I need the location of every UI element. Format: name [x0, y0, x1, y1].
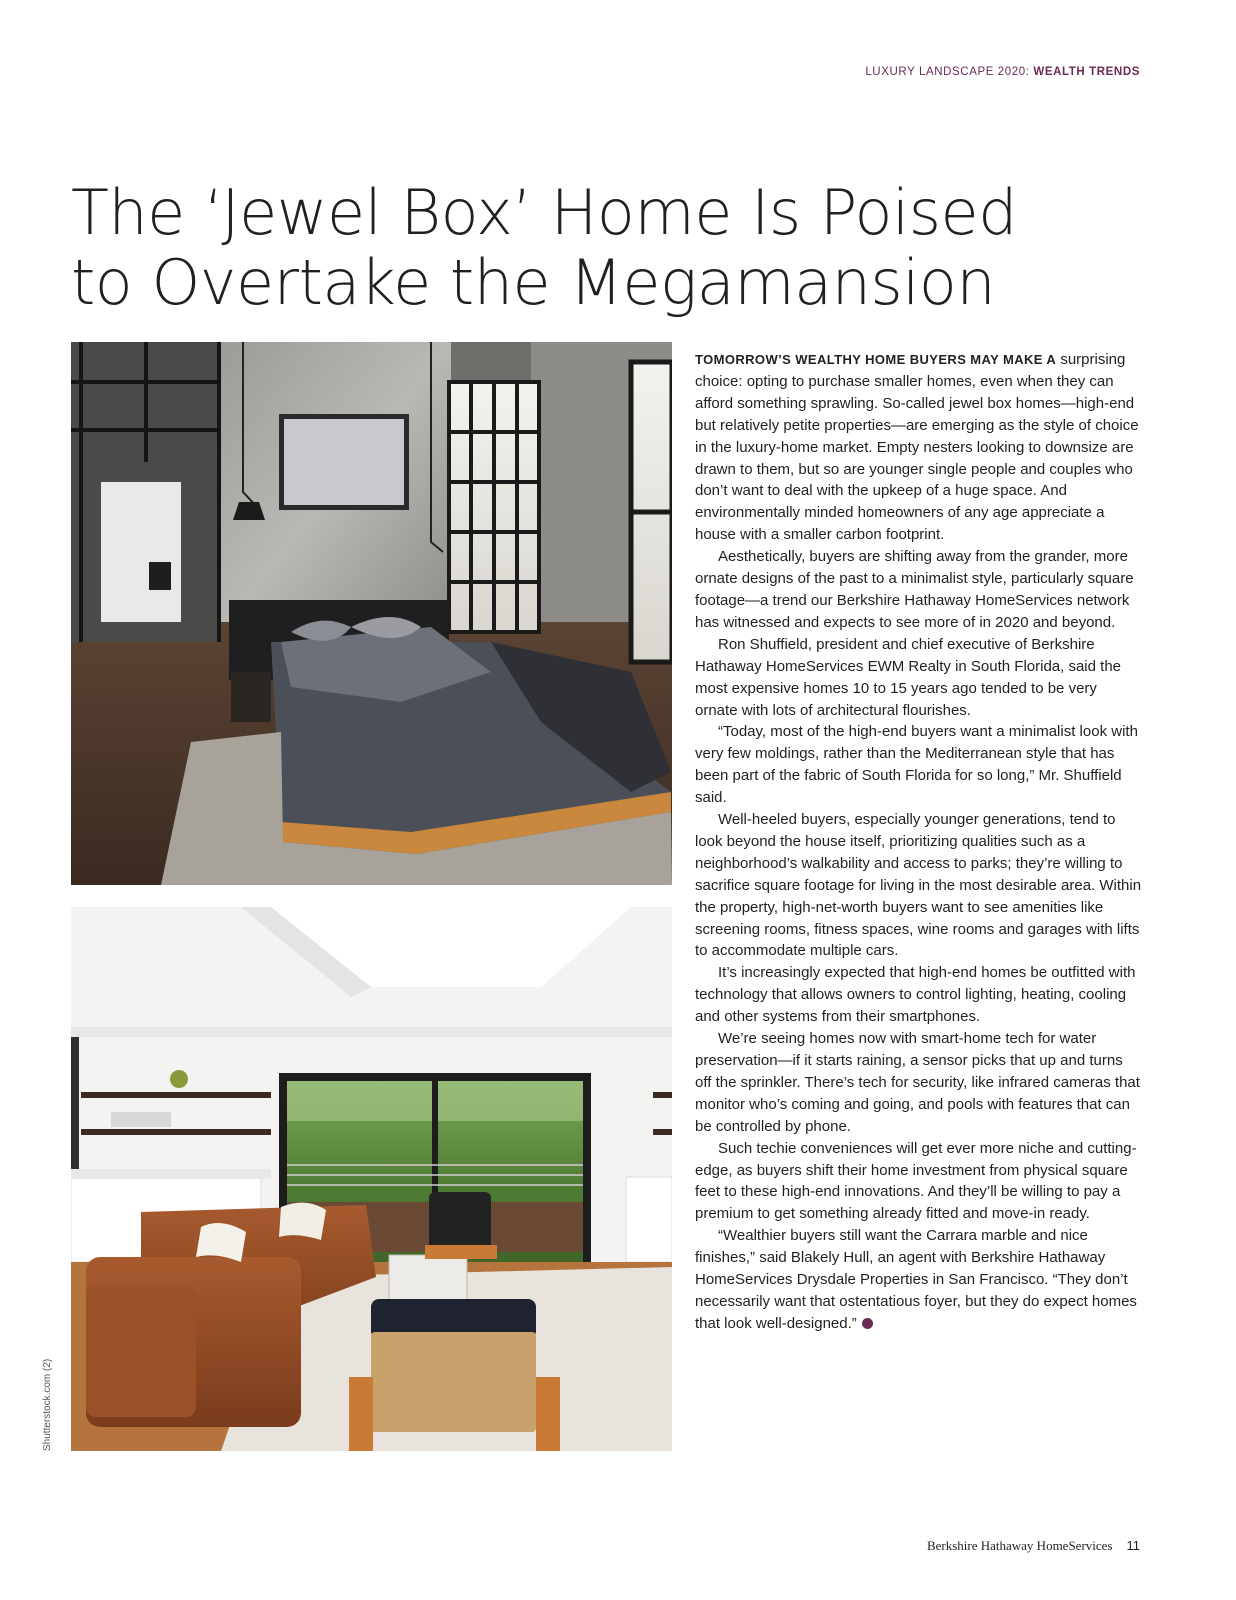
headline-line-1: The ‘Jewel Box’ Home Is Poised: [71, 176, 1017, 249]
article-final-text: “Wealthier buyers still want the Carrara marble and nice finishes,” said Blakely Hull, an agent with Berkshire Hathaway HomeServices Drysdale Properties in San Francisco. “They don’t necessarily want that ostentatious foyer, but they do expect homes that look well-designed.”: [695, 1227, 1137, 1332]
article-paragraph: Aesthetically, buyers are shifting away from the grander, more ornate designs of the past to a minimalist style, particularly square footage—a trend our Berkshire Hathaway HomeServices network has witnessed and expects to see more of in 2020 and beyond.: [695, 548, 1134, 631]
running-head-section: LUXURY LANDSCAPE 2020:: [865, 66, 1030, 78]
headline: [71, 178, 1071, 318]
article-lead-text: surprising choice: opting to purchase smaller homes, even when they can afford something sprawling. So-called jewel box homes—high-end but relatively petite properties—are emerging as the style of choice in the luxury-home market. Empty nesters looking to downsize are drawn to them, but so are younger single people and couples who don’t want to deal with the upkeep of a huge space. And environmentally minded homeowners of any age appreciate a house with a smaller carbon footprint.: [695, 351, 1139, 544]
running-head: [865, 66, 1140, 78]
article-paragraph: Ron Shuffield, president and chief executive of Berkshire Hathaway HomeServices EWM Realty in South Florida, said the most expensive homes 10 to 15 years ago tended to be very ornate with lots of architectural flourishes.: [695, 635, 1122, 719]
article-paragraph: Such techie conveniences will get ever more niche and cutting-edge, as buyers shift their home investment from physical square feet to these high-end innovations. And they’ll be willing to pay a premium to get something already fitted and move-in ready.: [695, 1139, 1137, 1223]
running-head-topic: WEALTH TRENDS: [1033, 66, 1140, 78]
page-footer: [927, 1538, 1140, 1554]
photo-living-room: [71, 907, 672, 1451]
headline-line-2: to Overtake the Megamansion: [71, 246, 996, 319]
article-paragraph: “Today, most of the high-end buyers want a minimalist look with very few moldings, rather than the Mediterranean style that has been part of the fabric of South Florida for so long,” Mr. Shuffield said.: [695, 723, 1138, 807]
article-body: [695, 349, 1142, 1335]
footer-publication: Berkshire Hathaway HomeServices: [926, 1538, 1113, 1553]
end-mark-icon: [862, 1318, 873, 1329]
article-paragraph: Well-heeled buyers, especially younger generations, tend to look beyond the house itself, prioritizing qualities such as a neighborhood’s walkability and access to parks; they’re willing to sacrifice square footage for living in the most desirable area. Within the property, high-net-worth buyers want to see amenities like screening rooms, fitness spaces, wine rooms and garages with lifts to accommodate multiple cars.: [695, 811, 1142, 960]
photo-loft-bedroom: [71, 342, 672, 885]
article-final-paragraph: [695, 1225, 1142, 1335]
article-lead-paragraph: [695, 349, 1142, 546]
article-paragraph: We’re seeing homes now with smart-home tech for water preservation—if it starts raining, a sensor picks that up and turns off the sprinkler. There’s tech for security, like infrared cameras that monitor who’s coming and going, and pools with features that can be controlled by phone.: [695, 1030, 1140, 1135]
page-number: 11: [1126, 1538, 1140, 1553]
article-lead-in: TOMORROW’S WEALTHY HOME BUYERS MAY MAKE A: [695, 352, 1057, 367]
article-paragraph: It’s increasingly expected that high-end homes be outfitted with technology that allows owners to control lighting, heating, cooling and other systems from their smartphones.: [695, 964, 1136, 1026]
photo-credit: Shutterstock.com (2): [42, 1358, 53, 1451]
